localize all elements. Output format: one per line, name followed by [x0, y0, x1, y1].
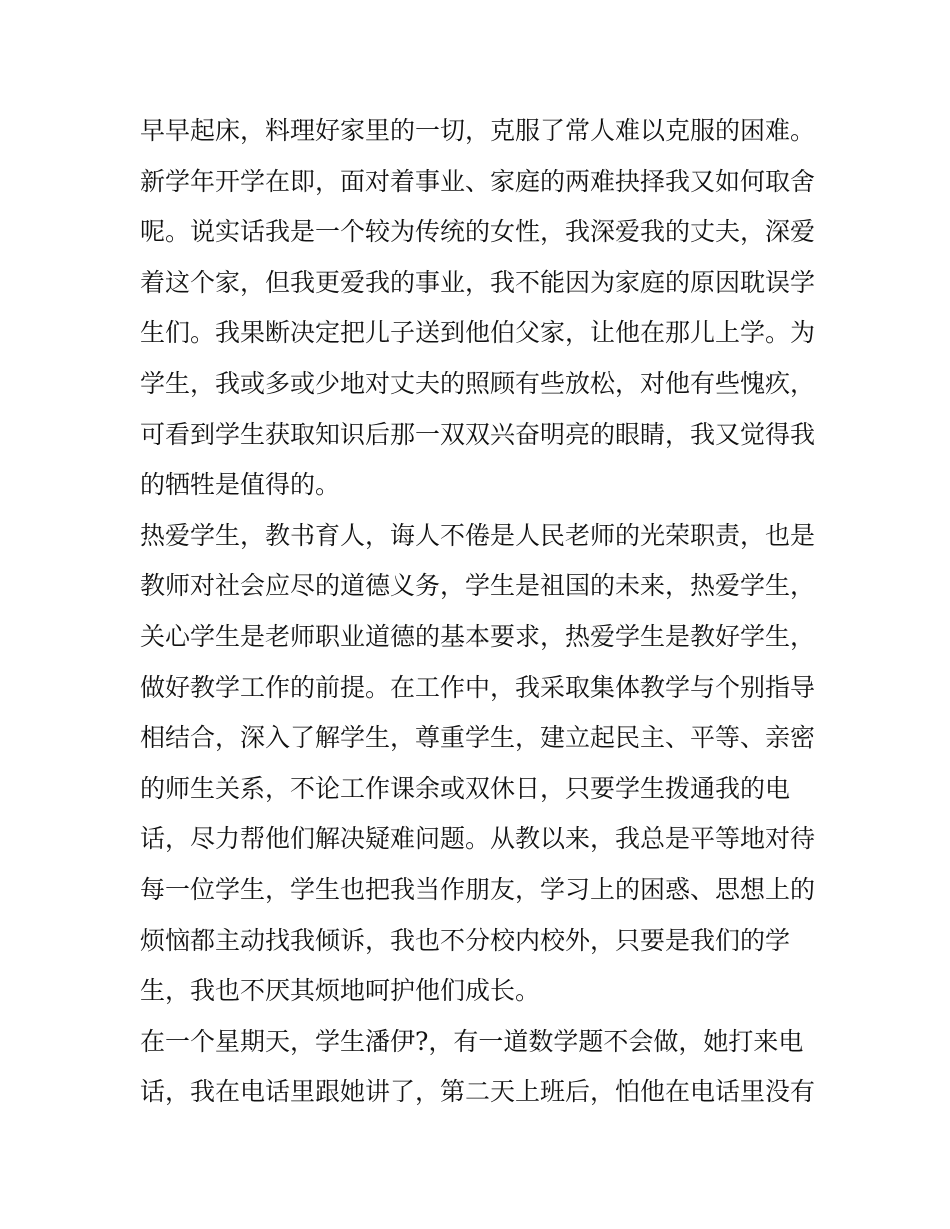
text-line: 新学年开学在即，面对着事业、家庭的两难抉择我又如何取舍 — [140, 166, 816, 196]
text-line: 着这个家，但我更爱我的事业，我不能因为家庭的原因耽误学 — [140, 267, 816, 297]
text-line: 可看到学生获取知识后那一双双兴奋明亮的眼睛，我又觉得我 — [140, 419, 816, 449]
text-line: 生们。我果断决定把儿子送到他伯父家，让他在那儿上学。为 — [140, 318, 816, 348]
text-line: 教师对社会应尽的道德义务，学生是祖国的未来，热爱学生， — [140, 571, 816, 601]
document-body — [140, 113, 816, 1125]
text-line: 的师生关系，不论工作课余或双休日，只要学生拨通我的电 — [140, 773, 791, 803]
text-line: 热爱学生，教书育人，诲人不倦是人民老师的光荣职责，也是 — [140, 520, 816, 550]
text-line: 做好教学工作的前提。在工作中，我采取集体教学与个别指导 — [140, 672, 816, 702]
text-line: 相结合，深入了解学生，尊重学生，建立起民主、平等、亲密 — [140, 723, 816, 753]
text-line: 每一位学生，学生也把我当作朋友，学习上的困惑、思想上的 — [140, 874, 816, 904]
text-line: 的牺牲是值得的。 — [140, 470, 341, 500]
text-line: 关心学生是老师职业道德的基本要求，热爱学生是教好学生， — [140, 621, 816, 651]
text-line: 生，我也不厌其烦地呵护他们成长。 — [140, 976, 541, 1006]
text-line: 在一个星期天，学生潘伊?，有一道数学题不会做，她打来电 — [140, 1026, 804, 1056]
text-line: 学生，我或多或少地对丈夫的照顾有些放松，对他有些愧疚， — [140, 368, 816, 398]
text-line: 呢。说实话我是一个较为传统的女性，我深爱我的丈夫，深爱 — [140, 217, 816, 247]
text-line: 早早起床，料理好家里的一切，克服了常人难以克服的困难。 — [140, 116, 816, 145]
text-line: 话，尽力帮他们解决疑难问题。从教以来，我总是平等地对待 — [140, 824, 816, 854]
text-line: 烦恼都主动找我倾诉，我也不分校内校外，只要是我们的学 — [140, 925, 791, 955]
text-line: 话，我在电话里跟她讲了，第二天上班后，怕他在电话里没有 — [140, 1077, 816, 1107]
